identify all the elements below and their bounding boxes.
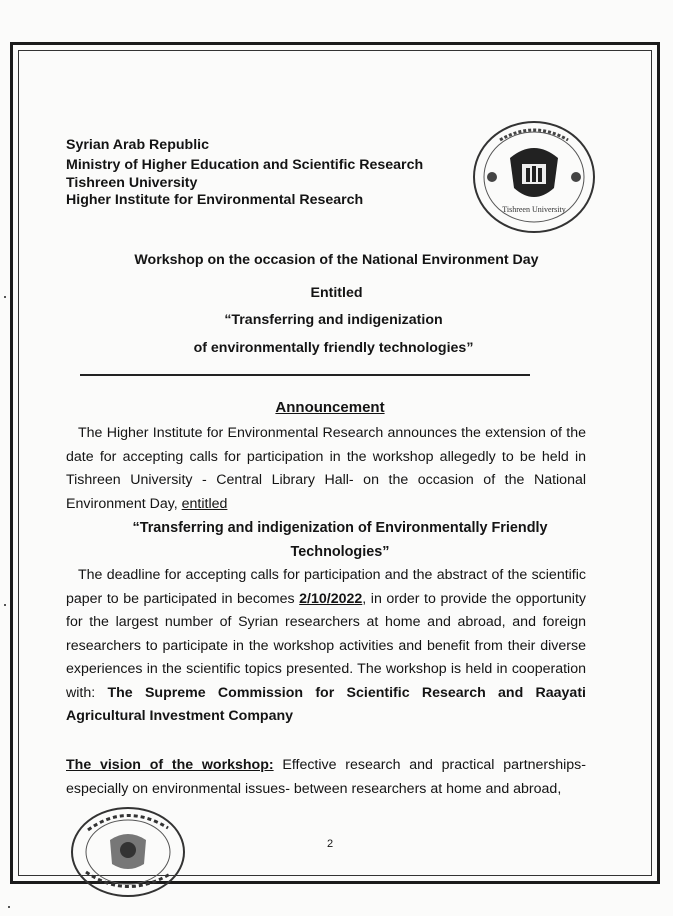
header-university: Tishreen University <box>66 175 198 191</box>
deadline-date: 2/10/2022 <box>299 590 363 607</box>
cooperation-partners: The Supreme Commission for Scientific Research and Raayati Agricultural Investment Company <box>66 684 586 724</box>
scan-speck <box>4 604 6 606</box>
p1-entitled: entitled <box>181 495 228 512</box>
header-country: Syrian Arab Republic <box>66 137 209 153</box>
header-ministry: Ministry of Higher Education and Scientific Research <box>66 157 424 173</box>
vision-label: The vision of the workshop: <box>66 757 274 773</box>
p2-text: The deadline for accepting calls for participation and the abstract of the scientific paper to be participated in becomes <box>66 567 586 607</box>
vision-paragraph <box>66 754 586 801</box>
seal-caption: Tishreen University <box>502 205 566 214</box>
workshop-subtitle-line1: “Transferring and indigenization <box>224 312 443 328</box>
official-stamp-logo <box>66 800 190 900</box>
scan-speck <box>8 906 10 908</box>
workshop-subtitle-line2: of environmentally friendly technologies” <box>193 340 474 356</box>
workshop-title-line: Workshop on the occasion of the National Environment Day <box>134 252 539 268</box>
header-institute: Higher Institute for Environmental Research <box>66 192 364 208</box>
university-seal-logo <box>470 118 598 236</box>
announcement-heading: Announcement <box>275 399 385 416</box>
letterhead <box>66 135 423 209</box>
p2-mid: , in order to provide the opportunity for the largest number of Syrian researchers at home and abroad, and foreign researchers to participate in the workshop activities and benefit from their diverse experiences in the scientific topics presented. The workshop is held in cooperation with: <box>66 590 586 701</box>
announcement-paragraph-2 <box>66 564 586 729</box>
entitled-label: Entitled <box>310 285 363 301</box>
announcement-paragraph-1 <box>66 422 586 516</box>
quote-line-2: Technologies” <box>290 543 390 560</box>
scan-speck <box>4 296 6 298</box>
vision-text: Effective research and practical partnerships- especially on environmental issues- between researchers at home and abroad, <box>66 757 586 797</box>
divider-line <box>80 374 530 376</box>
quote-line-1: “Transferring and indigenization of Environmentally Friendly <box>132 520 548 536</box>
workshop-quote <box>80 517 600 564</box>
page-number: 2 <box>327 838 334 850</box>
p1-text: The Higher Institute for Environmental Research announces the extension of the date for accepting calls for participation in the workshop allegedly to be held in Tishreen University - Central Library Hall- on the occasion of the National Environment Day, <box>66 425 586 512</box>
